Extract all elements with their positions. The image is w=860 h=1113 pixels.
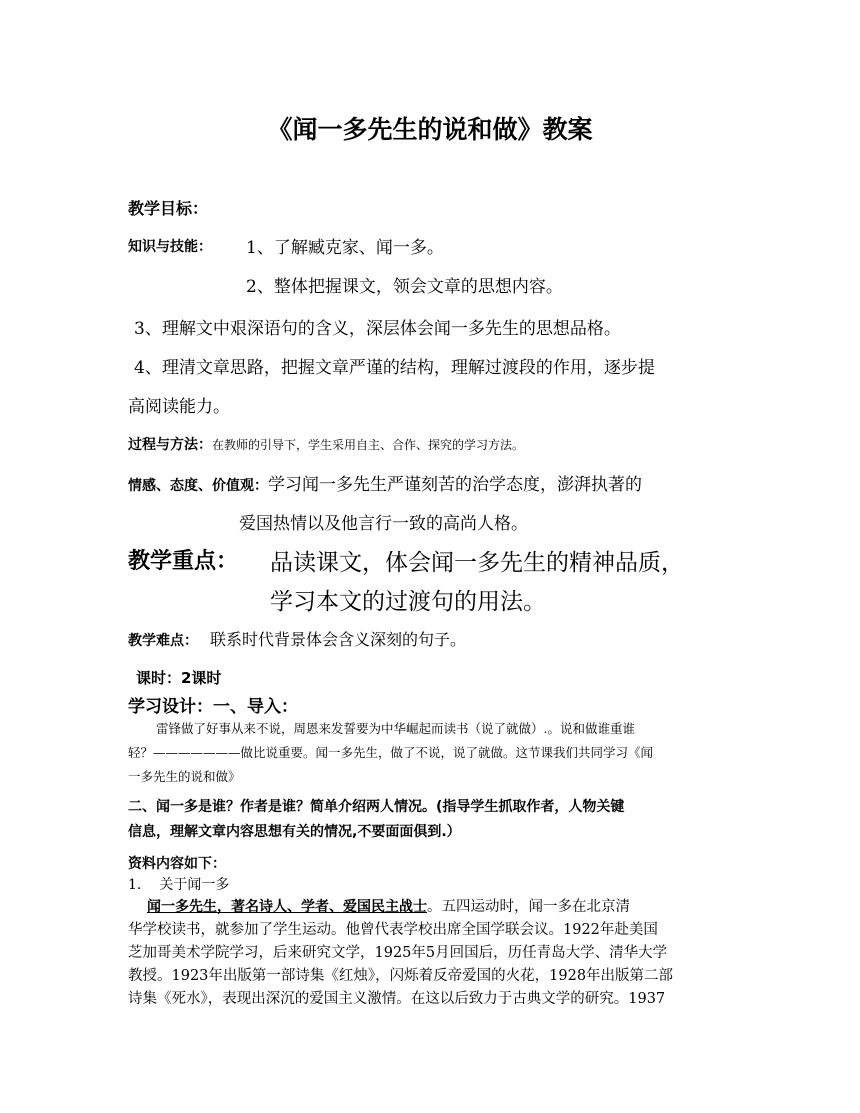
objective-item-4-continued: 高阅读能力。 [128, 397, 230, 417]
materials-heading: 资料内容如下： [128, 856, 226, 872]
intro-paragraph-line-2: 轻？———————做比说重要。闻一多先生，做了不说，说了就做。这节课我们共同学习《闻 [128, 745, 654, 760]
bio-line-2: 华学校读书，就参加了学生运动。他曾代表学校出席全国学联会议。1922年赴美国 [128, 922, 658, 938]
difficulty-text: 联系时代背景体会含义深刻的句子。 [210, 630, 467, 649]
learning-design-heading: 学习设计：一、导入： [128, 697, 298, 717]
emotion-values-text-2: 爱国热情以及他言行一致的高尚人格。 [239, 514, 528, 534]
about-label: 关于闻一多 [159, 877, 230, 893]
emotion-values-label: 情感、态度、价值观： [128, 478, 268, 494]
knowledge-skills-label: 知识与技能： [128, 239, 212, 255]
process-method-line [128, 434, 524, 454]
class-hours: 课时：2课时 [136, 669, 222, 687]
bio-line-1-rest: 。五四运动时，闻一多在北京清 [427, 899, 630, 915]
process-method-text: 在教师的引导下，学生采用自主、合作、探究的学习方法。 [212, 438, 525, 452]
bio-line-1 [147, 895, 630, 916]
list-number: 1. [128, 877, 142, 893]
key-points-text-1: 品读课文，体会闻一多先生的精神品质， [270, 550, 684, 576]
key-points-label: 教学重点： [128, 549, 239, 574]
document-title: 《闻一多先生的说和做》教案 [267, 115, 593, 144]
objectives-heading: 教学目标： [128, 199, 209, 218]
difficulty-label: 教学难点： [128, 633, 198, 649]
section-two-line-2: 信息，理解文章内容思想有关的情况,不要面面俱到.） [128, 824, 461, 840]
objective-item-4: 4、理清文章思路，把握文章严谨的结构，理解过渡段的作用，逐步提 [134, 358, 655, 378]
objective-item-1: 1、了解臧克家、闻一多。 [246, 238, 444, 258]
process-method-label: 过程与方法： [128, 437, 212, 453]
emotion-values-line [128, 470, 642, 495]
bio-line-4: 教授。1923年出版第一部诗集《红烛》，闪烁着反帝爱国的火花，1928年出版第二部 [128, 968, 674, 984]
bio-underlined-highlight: 闻一多先生，著名诗人、学者、爱国民主战士 [147, 899, 427, 915]
difficulty-line [128, 627, 466, 650]
bio-line-3: 芝加哥美术学院学习，后来研究文学，1925年5月回国后，历任青岛大学、清华大学 [128, 945, 668, 961]
key-points-text-2: 学习本文的过渡句的用法。 [270, 589, 546, 615]
section-two-line-1: 二、闻一多是谁？作者是谁？简单介绍两人情况。(指导学生抓取作者，人物关键 [128, 799, 625, 815]
about-wen-yiduo-heading [128, 874, 229, 894]
bio-line-5: 诗集《死水》，表现出深沉的爱国主义激情。在这以后致力于古典文学的研究。1937 [128, 991, 666, 1007]
objective-item-3: 3、理解文中艰深语句的含义，深层体会闻一多先生的思想品格。 [134, 319, 621, 339]
intro-paragraph-line-3: 一多先生的说和做》 [128, 769, 241, 784]
objective-item-2: 2、整体把握课文，领会文章的思想内容。 [246, 277, 563, 297]
emotion-values-text-1: 学习闻一多先生严谨刻苦的治学态度，澎湃执著的 [268, 475, 642, 495]
intro-paragraph-line-1: 雷锋做了好事从来不说，周恩来发誓要为中华崛起而读书（说了就做）.。说和做谁重谁 [156, 721, 635, 736]
